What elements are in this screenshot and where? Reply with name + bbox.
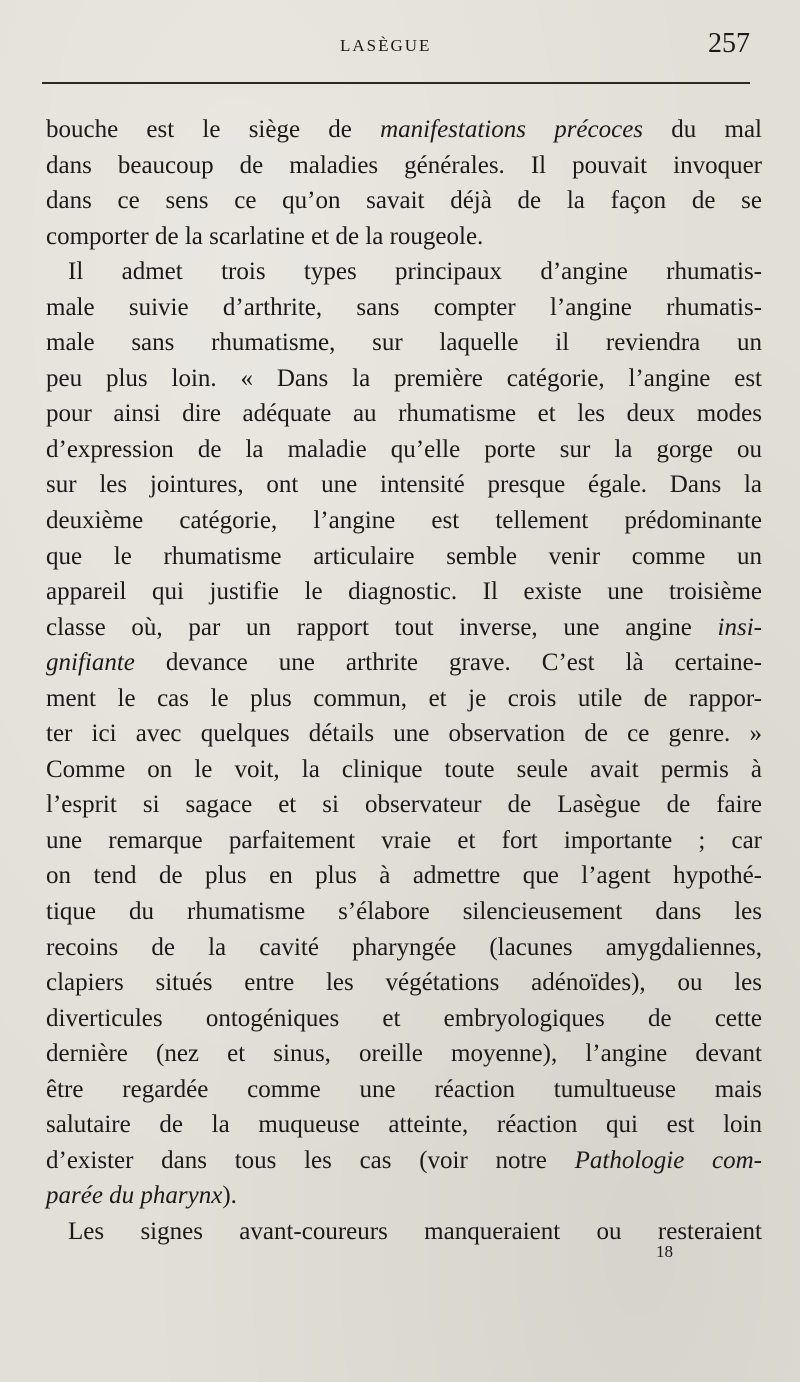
text-line: classe où, par un rapport tout inverse, une angine insi- [46,613,762,641]
text-line: être regardée comme une réaction tumultueuse mais [46,1075,762,1103]
text-line: diverticules ontogéniques et embryologiques de cette [46,1004,762,1032]
text-line: salutaire de la muqueuse atteinte, réaction qui est loin [46,1111,762,1139]
text-line: tique du rhumatisme s’élabore silencieusement dans les [46,898,762,926]
text-line: dans beaucoup de maladies générales. Il pouvait invoquer [46,151,762,179]
text-line: peu plus loin. « Dans la première catégorie, l’angine est [46,364,762,392]
text-line: male sans rhumatisme, sur laquelle il reviendra un [46,329,762,357]
header-rule [42,82,750,84]
italic-phrase: gnifiante [46,649,135,677]
italic-phrase: parée du pharynx [46,1182,223,1210]
text-line: que le rhumatisme articulaire semble venir comme un [46,542,762,570]
running-head [0,30,800,64]
text-line: ter ici avec quelques détails une observation de ce genre. » [46,720,762,748]
text-line: comporter de la scarlatine et de la rougeole. [46,222,484,250]
body-text [46,112,762,1250]
text-line: dernière (nez et sinus, oreille moyenne), l’angine devant [46,1040,762,1068]
text-line: male suivie d’arthrite, sans compter l’angine rhumatis- [46,293,762,321]
text-line: Comme on le voit, la clinique toute seule avait permis à [46,755,762,783]
italic-phrase: insi- [717,613,762,641]
text-line: Les signes avant-coureurs manqueraient ou resteraient [68,1217,762,1245]
text-line: Il admet trois types principaux d’angine rhumatis- [68,258,762,286]
italic-phrase: Pathologie com- [574,1146,763,1174]
text-line: gnifiante devance une arthrite grave. C’est là certaine- [46,649,762,677]
text-line: sur les jointures, ont une intensité presque égale. Dans la [46,471,762,499]
text-line: l’esprit si sagace et si observateur de Lasègue de faire [46,791,762,819]
text-line: deuxième catégorie, l’angine est tellement prédominante [46,507,762,535]
text-line: on tend de plus en plus à admettre que l’agent hypothé- [46,862,762,890]
italic-phrase: manifestations précoces [380,116,644,143]
text-line: une remarque parfaitement vraie et fort importante ; car [46,826,762,854]
page-number: 257 [708,28,750,59]
running-title: LASÈGUE [340,36,432,55]
text-line: appareil qui justifie le diagnostic. Il existe une troisième [46,578,762,606]
text-line: pour ainsi dire adéquate au rhumatisme et les deux modes [46,400,762,428]
text-line: parée du pharynx). [46,1182,237,1210]
text-line: clapiers situés entre les végétations adénoïdes), ou les [46,969,762,997]
text-line: ment le cas le plus commun, et je crois utile de rappor- [46,684,762,712]
text-line: d’expression de la maladie qu’elle porte sur la gorge ou [46,435,762,463]
text-line: recoins de la cavité pharyngée (lacunes amygdaliennes, [46,933,762,961]
text-line: dans ce sens ce qu’on savait déjà de la façon de se [46,187,762,215]
text-line: bouche est le siège de manifestations précoces du mal [46,116,762,143]
printer-signature: 18 [656,1242,673,1261]
text-line: d’exister dans tous les cas (voir notre Pathologie com- [46,1146,763,1174]
